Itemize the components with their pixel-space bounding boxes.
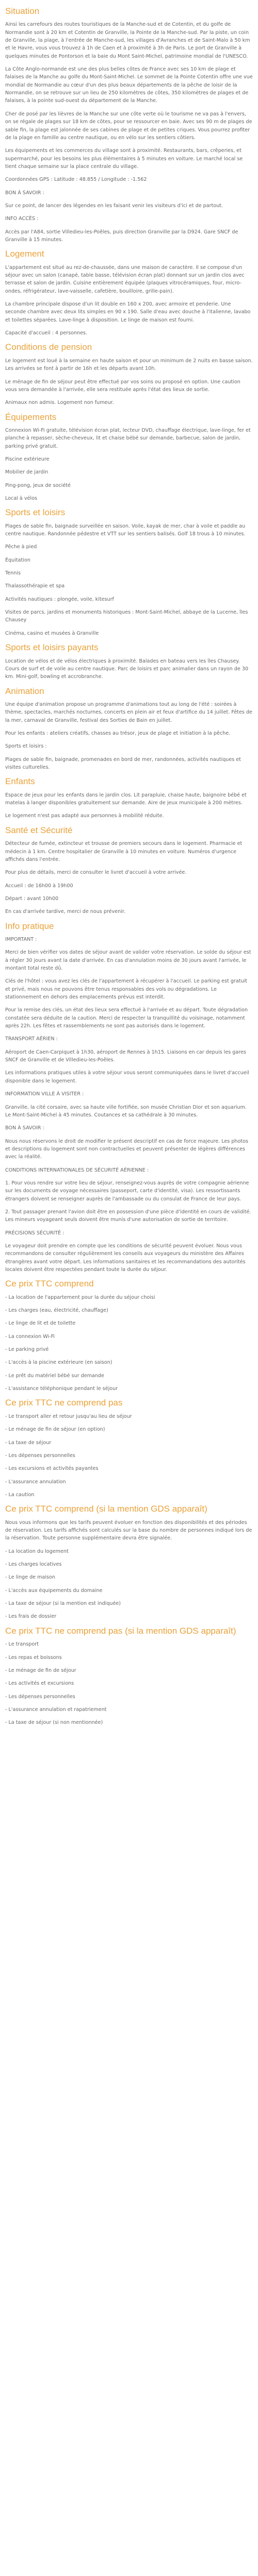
section-paragraph: Ainsi les carrefours des routes touristiques de la Manche-sud et de Cotentin, et du golfe de Normandie sont à 20 km et Cotentin de Granville, la Pointe de la Manche-sud. Par la piste, un coin de Granville, la plage, à l'entrée de Manche-sud, les villages d'Avranches et de Saint-Malo à 50 km et le Havre, vous vous trouvez à 1h de Caen et à proximité à 3h de Paris. Le port de Granville à quelques minutes de Pontorson et la baie du Mont Saint-Michel, patrimoine mondial de l'UNESCO. [5, 22, 250, 59]
section-paragraph: - Les dépenses personnelles [5, 1452, 75, 1459]
section-title: Conditions de pension [5, 342, 92, 352]
section-paragraph: BON À SAVOIR : [5, 190, 44, 196]
section-paragraph: Nous nous réservons le droit de modifier le présent descriptif en cas de force majeure. Les photos et descriptions du logement sont non contractuelles et peuvent présenter de légères différences avec la réalité. [5, 1138, 248, 1160]
section-8 [5, 825, 253, 916]
section-paragraph: - Les activités et excursions [5, 1681, 74, 1687]
section-paragraph: INFORMATION VILLE À VISITER : [5, 1091, 84, 1097]
section-paragraph: Coordonnées GPS : Latitude : 48.855 / Longitude : -1.562 [5, 177, 147, 183]
section-paragraph: INFO ACCÈS : [5, 216, 39, 222]
section-paragraph: Clés de l'hôtel : vous avez les clés de l'appartement à récupérer à l'accueil. Le parking est gratuit et privé, mais nous ne pouvons être tenus responsables des vols ou dégradations. Le stationnement en dehors des emplacements prévus est interdit. [5, 978, 248, 1001]
section-title: Logement [5, 249, 44, 259]
section-paragraph: Pêche à pied [5, 544, 37, 550]
section-paragraph: - Le transport [5, 1641, 39, 1648]
section-title: Enfants [5, 776, 35, 787]
section-paragraph: - Le parking privé [5, 1347, 49, 1353]
section-paragraph: Accueil : de 16h00 à 19h00 [5, 883, 73, 889]
section-title: Santé et Sécurité [5, 825, 73, 835]
section-paragraph: Pour plus de détails, merci de consulter le livret d'accueil à votre arrivée. [5, 870, 187, 876]
section-paragraph: - L'assurance annulation et rapatriement [5, 1706, 107, 1713]
section-11 [5, 1398, 253, 1499]
section-paragraph: Le logement est loué à la semaine en haute saison et pour un minimum de 2 nuits en basse saison. Les arrivées se font à partir de 16h et les départs avant 10h. [5, 358, 253, 372]
section-paragraph: - L'accès aux équipements du domaine [5, 1587, 103, 1594]
section-paragraph: - Le linge de lit et de toilette [5, 1320, 76, 1327]
section-paragraph: - L'assurance annulation [5, 1479, 66, 1485]
section-title: Sports et loisirs [5, 507, 66, 518]
section-paragraph: - Le ménage de fin de séjour [5, 1667, 76, 1673]
section-paragraph: CONDITIONS INTERNATIONALES DE SÉCURITÉ AÉRIENNE : [5, 1167, 149, 1173]
section-paragraph: L'appartement est situé au rez-de-chaussée, dans une maison de caractère. Il se compose d'un séjour avec un salon (canapé, table basse, télévision écran plat) donnant sur un jardin clos avec terrasse et salon de jardin. Cuisine entièrement équipée (plaques vitrocéramiques, four, micro-ondes, réfrigérateur, lave-vaisselle, cafetière, bouilloire, grille-pain). [5, 264, 245, 294]
section-paragraph: - Le ménage de fin de séjour (en option) [5, 1427, 105, 1433]
section-paragraph: - La taxe de séjour (si la mention est indiquée) [5, 1601, 121, 1607]
section-paragraph: La Côte Anglo-normande est une des plus belles côtes de France avec ses 10 km de plage et falaises de la Manche au golfe du Mont-Saint-Michel. Le sommet de la Pointe Cotentin offre une vue mondial de Normandie au cœur d'un des plus beaux départements de la pêche de loisir de la Normandie, on se retrouve sur un lieu de 250 kilomètres de côtes, 350 kilomètres de plages et de falaises, à la pointe sud-ouest du département de la Manche. [5, 66, 253, 104]
section-10 [5, 1279, 253, 1393]
section-paragraph: Détecteur de fumée, extincteur et trousse de premiers secours dans le logement. Pharmacie et médecin à 1 km. Centre hospitalier de Granville à 10 minutes en voiture. Numéros d'urgence affichés dans l'entrée. [5, 841, 243, 862]
section-paragraph: Sports et loisirs : [5, 743, 47, 750]
section-5 [5, 642, 253, 681]
section-1 [5, 249, 253, 337]
section-paragraph: Sur ce point, de lancer des légendes en les faisant venir les visiteurs d'ici et de partout. [5, 202, 223, 209]
section-9 [5, 921, 253, 1274]
section-paragraph: Pour la remise des clés, un état des lieux sera effectué à l'arrivée et au départ. Toute dégradation constatée sera déduite de la caution. Merci de respecter la tranquillité du voisinage, notamment après 22h. Les fêtes et rassemblements ne sont pas autorisés dans le logement. [5, 1007, 248, 1029]
section-title: Ce prix TTC comprend (si la mention GDS apparaît) [5, 1504, 207, 1514]
section-paragraph: - Les charges (eau, électricité, chauffage) [5, 1308, 108, 1314]
section-paragraph: En cas d'arrivée tardive, merci de nous prévenir. [5, 909, 126, 915]
section-paragraph: - L'assistance téléphonique pendant le séjour [5, 1386, 118, 1392]
section-paragraph: Granville, la cité corsaire, avec sa haute ville fortifiée, son musée Christian Dior et son aquarium. Le Mont-Saint-Michel à 45 minutes. Coutances et sa cathédrale à 30 minutes. [5, 1104, 247, 1118]
section-3 [5, 412, 253, 503]
section-paragraph: 1. Pour vous rendre sur votre lieu de séjour, renseignez-vous auprès de votre compagnie aérienne sur les documents de voyage nécessaires (passeport, carte d'identité, visa). Les ressortissants étrangers doivent se renseigner auprès de l'ambassade ou du consulat de France de leur pays. [5, 1180, 249, 1202]
section-paragraph: - L'accès à la piscine extérieure (en saison) [5, 1360, 112, 1366]
section-paragraph: Visites de parcs, jardins et monuments historiques : Mont-Saint-Michel, abbaye de la Lucerne, îles Chausey [5, 609, 248, 623]
section-paragraph: - La caution [5, 1492, 35, 1498]
section-paragraph: - La location de l'appartement pour la durée du séjour choisi [5, 1294, 155, 1300]
section-paragraph: - La location du logement [5, 1548, 69, 1554]
section-2 [5, 342, 253, 406]
section-title: Sports et loisirs payants [5, 642, 99, 653]
section-paragraph: 2. Tout passager prenant l'avion doit être en possession d'une pièce d'identité en cours de validité. Les mineurs voyageant seuls doivent être munis d'une autorisation de sortie de territoire. [5, 1209, 251, 1223]
section-paragraph: Tennis [5, 570, 21, 577]
section-7 [5, 776, 253, 820]
section-paragraph: - Les repas et boissons [5, 1654, 62, 1660]
section-paragraph: Le voyageur doit prendre en compte que les conditions de sécurité peuvent évoluer. Nous vous recommandons de consulter régulièrement les conseils aux voyageurs du ministère des Affaires étrangères avant votre départ. Les informations sanitaires et les recommandations des autorités locales doivent être respectées pendant toute la durée du séjour. [5, 1243, 246, 1273]
section-paragraph: Connexion Wi-Fi gratuite, télévision écran plat, lecteur DVD, chauffage électrique, lave-linge, fer et planche à repasser, sèche-cheveux, lit et chaise bébé sur demande, barbecue, salon de jardin, parking privé gratuit. [5, 427, 251, 449]
section-paragraph: TRANSPORT AÉRIEN : [5, 1036, 58, 1042]
section-paragraph: PRÉCISIONS SÉCURITÉ : [5, 1230, 64, 1236]
section-paragraph: Départ : avant 10h00 [5, 895, 59, 902]
section-paragraph: Cher de posé par les lièvres de la Manche sur une côte verte où le tourisme ne va pas à l'envers, on se régale de plages sur 18 km de côtes, pour se ressourcer en baie. Avec ses 90 m de plages de sable fin, la plage est jalonnée de ses cabines de plage et de petites criques. Vous pourrez profiter de la plage en famille au centre nautique, ou en vélo sur les sentiers côtiers. [5, 111, 252, 141]
section-paragraph: - Le transport aller et retour jusqu'au lieu de séjour [5, 1413, 132, 1419]
section-paragraph: Mobilier de jardin [5, 469, 49, 476]
section-paragraph: Une équipe d'animation propose un programme d'animations tout au long de l'été : soirées à thème, spectacles, marchés nocturnes, concerts en plein air et feux d'artifice du 14 juillet. Fêtes de la mer, carnaval de Granville, festival des Sorties de Bain en juillet. [5, 701, 252, 723]
section-paragraph: Local à vélos [5, 496, 37, 501]
section-paragraph: - Les charges locatives [5, 1562, 62, 1568]
section-12 [5, 1504, 253, 1620]
section-title: Ce prix TTC ne comprend pas [5, 1398, 123, 1408]
section-paragraph: - Les excursions et activités payantes [5, 1466, 99, 1472]
section-paragraph: Accès par l'A84, sortie Villedieu-les-Poêles, puis direction Granville par la D924. Gare SNCF de Granville à 15 minutes. [5, 229, 238, 243]
section-title: Animation [5, 686, 44, 696]
section-paragraph: - Les dépenses personnelles [5, 1693, 75, 1700]
section-paragraph: - Le linge de maison [5, 1574, 55, 1581]
section-paragraph: Équitation [5, 557, 30, 563]
section-paragraph: Cinéma, casino et musées à Granville [5, 630, 99, 636]
section-paragraph: Nous vous informons que les tarifs peuvent évoluer en fonction des disponibilités et des périodes de réservation. Les tarifs affichés sont calculés sur la base du nombre de personnes indiqué lors de la réservation. Toute personne supplémentaire devra être signalée. [5, 1519, 252, 1541]
section-paragraph: Le ménage de fin de séjour peut être effectué par vos soins ou proposé en option. Une caution vous sera demandée à l'arrivée, elle sera restituée après l'état des lieux de sortie. [5, 379, 240, 393]
section-paragraph: Piscine extérieure [5, 456, 50, 462]
section-title: Ce prix TTC ne comprend pas (si la mention GDS apparaît) [5, 1625, 236, 1636]
section-paragraph: - La connexion Wi-Fi [5, 1333, 55, 1340]
section-title: Situation [5, 6, 40, 16]
section-paragraph: Le logement n'est pas adapté aux personnes à mobilité réduite. [5, 813, 164, 819]
section-paragraph: Les informations pratiques utiles à votre séjour vous seront communiquées dans le livret d'accueil disponible dans le logement. [5, 1070, 249, 1084]
section-title: Info pratique [5, 921, 54, 931]
section-0 [5, 6, 253, 244]
section-paragraph: BON À SAVOIR : [5, 1125, 44, 1131]
section-title: Équipements [5, 412, 57, 422]
section-paragraph: Plages de sable fin, baignade, promenades en bord de mer, randonnées, activités nautiques et visites culturelles. [5, 756, 241, 771]
section-paragraph: Aéroport de Caen-Carpiquet à 1h30, aéroport de Rennes à 1h15. Liaisons en car depuis les gares SNCF de Granville et de Villedieu-les-Poêles. [5, 1049, 246, 1063]
section-paragraph: Pour les enfants : ateliers créatifs, chasses au trésor, jeux de plage et initiation à la pêche. [5, 731, 231, 737]
section-paragraph: Thalassothérapie et spa [5, 583, 65, 589]
section-paragraph: La chambre principale dispose d'un lit double en 160 x 200, avec armoire et penderie. Une seconde chambre avec deux lits simples en 90 x 190. Salle d'eau avec douche à l'italienne, lavabo et toilettes séparées. Lave-linge à disposition. Le linge de maison est fourni. [5, 301, 251, 323]
section-paragraph: Capacité d'accueil : 4 personnes. [5, 330, 88, 336]
section-paragraph: Plages de sable fin, baignade surveillée en saison. Voile, kayak de mer, char à voile et paddle au centre nautique. Randonnée pédestre et VTT sur les sentiers balisés. Golf 18 trous à 10 minutes. [5, 523, 246, 537]
section-paragraph: Merci de bien vérifier vos dates de séjour avant de valider votre réservation. Le solde du séjour est à régler 30 jours avant la date d'arrivée. En cas d'annulation moins de 30 jours avant l'arrivée, le montant total reste dû. [5, 950, 251, 972]
section-paragraph: Les équipements et les commerces du village sont à proximité. Restaurants, bars, crêperies, et supermarché, pour les besoins les plus élémentaires à 5 minutes en voiture. Le marché local se tient chaque semaine sur la place centrale du village. [5, 148, 243, 170]
section-paragraph: - Le prêt du matériel bébé sur demande [5, 1372, 104, 1379]
section-paragraph: Animaux non admis. Logement non fumeur. [5, 400, 114, 406]
section-13 [5, 1626, 253, 1727]
section-paragraph: Espace de jeux pour les enfants dans le jardin clos. Lit parapluie, chaise haute, baignoire bébé et matelas à langer disponibles gratuitement sur demande. Aire de jeux municipale à 200 mètres. [5, 792, 247, 806]
section-paragraph: IMPORTANT : [5, 937, 37, 942]
section-paragraph: - La taxe de séjour (si non mentionnée) [5, 1720, 103, 1726]
section-paragraph: Ping-pong, jeux de société [5, 482, 71, 488]
section-4 [5, 507, 253, 637]
section-paragraph: - Les frais de dossier [5, 1614, 57, 1620]
section-paragraph: Activités nautiques : plongée, voile, kitesurf [5, 596, 114, 602]
section-title: Ce prix TTC comprend [5, 1279, 94, 1289]
section-paragraph: Location de vélos et de vélos électriques à proximité. Balades en bateau vers les îles Chausey. Cours de surf et de voile au centre nautique. Parc de loisirs et parc animalier dans un rayon de 30 km. Mini-golf, bowling et accrobranche. [5, 658, 249, 680]
section-6 [5, 686, 253, 772]
section-paragraph: - La taxe de séjour [5, 1439, 52, 1446]
